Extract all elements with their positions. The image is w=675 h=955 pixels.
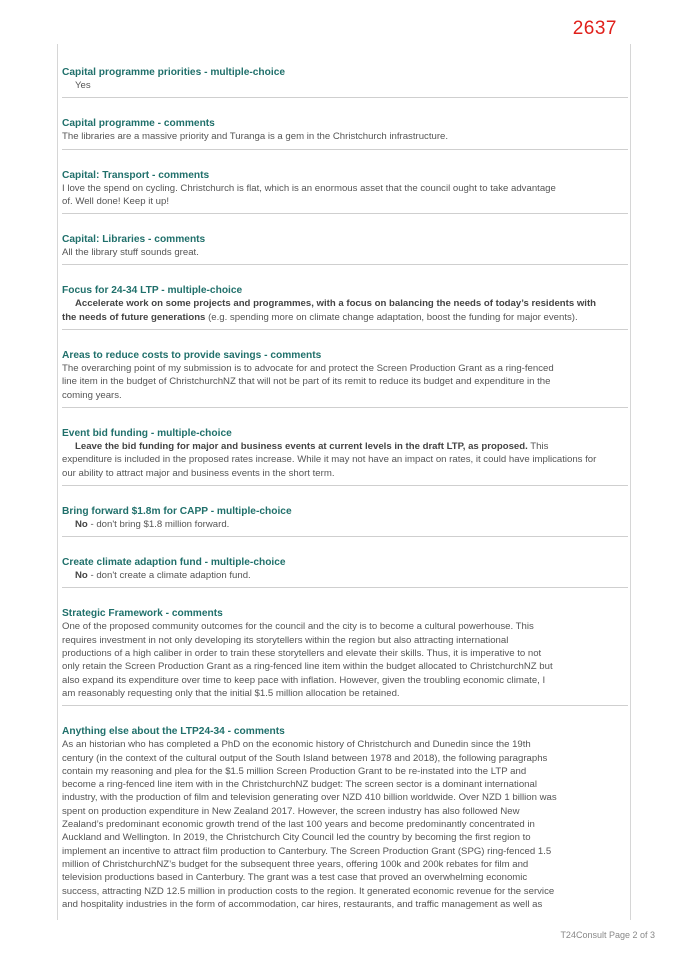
answer-text [62, 518, 628, 531]
page-number: 2637 [572, 18, 617, 39]
question-title: Capital: Libraries - comments [62, 234, 206, 246]
section-capital-programme-comments [62, 117, 628, 149]
answer-text [62, 297, 628, 310]
selected-choice: Leave the bid funding for major and business events at current levels in the draft LTP, as proposed. [75, 440, 528, 452]
answer-text: I love the spend on cycling. Christchurch is flat, which is an enormous asset that the council ought to take advantage of. Well done! Keep it up! [62, 182, 556, 207]
answer-text: The overarching point of my submission is to advocate for and protect the Screen Production Grant as a ring-fenced line item in the budget of ChristchurchNZ that will not be part of its remit to reduce its budget and expenditure in the coming years. [62, 363, 554, 401]
answer-text: All the library stuff sounds great. [62, 247, 199, 259]
choice-description: This expenditure is included in the proposed rates increase. While it may not have an impact on rates, it could have implications for our ability to attract major and business events in the short term. [62, 440, 597, 479]
choice-description: (e.g. spending more on climate change adaptation, boost the funding for major events). [205, 311, 578, 323]
section-strategic-framework [62, 607, 628, 706]
section-climate-adaption-fund [62, 556, 628, 588]
section-capital-transport [62, 169, 628, 215]
choice-description: - don't bring $1.8 million forward. [87, 518, 230, 530]
section-capital-programme-priorities [62, 66, 628, 98]
section-reduce-costs [62, 349, 628, 408]
answer-text: As an historian who has completed a PhD on the economic history of Christchurch and Dunedin since the 19th century (in the context of the cultural output of the South Island between 1978 and 2018), the following paragraphs contain my reasoning and plea for the $1.5 million Screen Production Grant to be re-instated into the LTP and become a ring-fenced line item with in the ChristchurchNZ budget: The screen sector is a dominant international industry, with the production of film and television generating over NZD 410 billion worldwide. Over NZD 1 billion was spent on production expenditure in New Zealand 2017. However, the screen industry has also followed New Zealand’s predominant economic growth trend of the last 100 years and become predominantly concentrated in Auckland and Wellington. In 2019, the Christchurch City Council led the country by becoming the first region to implement an incentive to attract film production to Canterbury. The Screen Production Grant (SPG) ring-fenced 1.5 million of ChristchurchNZ’s budget for the subsequent three years, offering 100k and 200k rebates for film and television productions based in Canterbury. The grant was a test case that proved an overwhelming economic success, attracting NZD 12.5 million in production costs to the region. It generated economic revenue for the service and hospitality industries in the form of accommodation, car hires, restaurants, and traffic management as well as [62, 739, 557, 910]
section-focus-ltp [62, 284, 628, 330]
question-title: Focus for 24-34 LTP - multiple-choice [62, 285, 243, 297]
section-event-bid-funding [62, 427, 628, 486]
selected-choice: No [75, 570, 88, 582]
answer-text [62, 440, 628, 480]
answer-text [62, 569, 628, 582]
question-title: Strategic Framework - comments [62, 608, 223, 620]
answer-text: Yes [75, 80, 91, 91]
section-bring-forward-capp [62, 505, 628, 537]
question-title: Create climate adaption fund - multiple-choice [62, 557, 286, 569]
section-capital-libraries [62, 233, 628, 265]
selected-choice: No [75, 518, 88, 530]
page-footer: T24Consult Page 2 of 3 [560, 930, 655, 940]
question-title: Areas to reduce costs to provide savings - comments [62, 350, 322, 362]
question-title: Anything else about the LTP24-34 - comments [62, 726, 285, 738]
question-title: Capital programme - comments [62, 118, 215, 130]
answer-text: One of the proposed community outcomes for the council and the city is to become a cultural powerhouse. This requires investment in not only developing its storytellers within the region but also attracting international productions of a high caliber in order to train these storytellers and elevate their skills. Thus, it is imperative to not only retain the Screen Production Grant as a ring-fenced line item within the budget allocated to ChristchurchNZ but also expand its expenditure over time to keep pace with inflation. However, given the troubling economic climate, I am reasonably requesting only that the initial $1.5 million allocation be retained. [62, 621, 553, 699]
question-title: Capital programme priorities - multiple-choice [62, 67, 286, 78]
answer-text-continued [62, 311, 628, 324]
question-title: Capital: Transport - comments [62, 169, 210, 181]
selected-choice-continued: the needs of future generations [62, 311, 206, 323]
section-anything-else [62, 725, 628, 916]
choice-description: - don't create a climate adaption fund. [87, 570, 251, 582]
selected-choice: Accelerate work on some projects and programmes, with a focus on balancing the needs of today’s residents with [75, 298, 597, 310]
question-title: Bring forward $1.8m for CAPP - multiple-choice [62, 505, 292, 517]
submission-content [62, 66, 628, 935]
question-title: Event bid funding - multiple-choice [62, 427, 232, 439]
answer-text: The libraries are a massive priority and Turanga is a gem in the Christchurch infrastructure. [62, 131, 449, 143]
